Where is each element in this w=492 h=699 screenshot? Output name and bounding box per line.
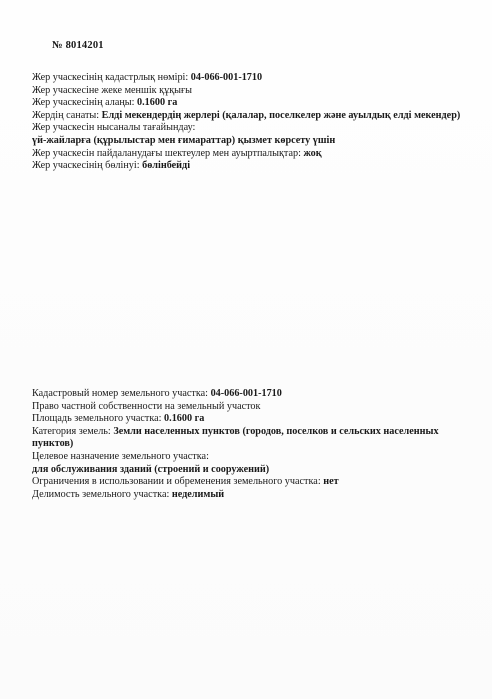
ru-divisibility-value: неделимый [171,488,225,500]
ru-cadastral-line [32,388,472,401]
kz-divisibility-line [32,160,472,173]
document-number: № 8014201 [52,40,104,51]
kz-restrictions-line [32,148,472,161]
kz-ownership-right: Жер учаскесіне жеке меншік құқығы [32,84,193,96]
kz-cadastral-value: 04-066-001-1710 [190,72,263,83]
kz-cadastral-line [32,72,472,85]
ru-category-line [32,426,472,451]
kz-purpose-label: Жер учаскесін нысаналы тағайындау: [32,122,196,134]
ru-divisibility-label: Делимость земельного участка: [32,488,172,500]
kz-category-line [32,110,472,123]
kz-category-label: Жердің санаты: [32,109,102,121]
ru-divisibility-line [32,489,472,502]
kz-category-value: Елді мекендердің жерлері (қалалар, поселкелер және ауылдық елді мекендер) [101,109,461,121]
ru-area-label: Площадь земельного участка: [32,413,165,425]
ru-purpose-label: Целевое назначение земельного участка: [32,450,209,462]
kz-area-line [32,97,472,110]
kz-area-label: Жер учаскесінің алаңы: [32,97,138,109]
kz-area-value: 0.1600 га [137,97,178,109]
ru-category-value: Земли населенных пунктов (городов, поселков и сельских населенных пунктов) [32,425,439,450]
ru-cadastral-value: 04-066-001-1710 [210,388,282,399]
ru-purpose-value: для обслуживания зданий (строений и сооружений) [32,463,270,475]
ru-restrictions-value: нет [323,476,339,488]
kz-divisibility-label: Жер учаскесінің бөлінуі: [32,160,143,172]
ru-ownership-right: Право частной собственности на земельный участок [32,400,261,412]
kz-purpose-value: үй-жайларға (құрылыстар мен ғимараттар) қызмет көрсету үшін [32,134,336,146]
kz-restrictions-label: Жер учаскесін пайдаланудағы шектеулер мен ауыртпалықтар: [32,147,304,159]
kazakh-section [32,72,472,173]
ru-restrictions-line [32,476,472,489]
ru-area-line [32,413,472,426]
russian-section [32,388,472,501]
kz-cadastral-label: Жер учаскесінің кадастрлық нөмірі: [32,72,191,83]
ru-cadastral-label: Кадастровый номер земельного участка: [32,388,211,399]
kz-divisibility-value: бөлінбейді [142,160,191,172]
ru-restrictions-label: Ограничения в использовании и обременения земельного участка: [32,476,324,488]
ru-category-label: Категория земель: [32,425,114,437]
ru-area-value: 0.1600 га [164,413,205,425]
kz-restrictions-value: жоқ [303,147,322,159]
